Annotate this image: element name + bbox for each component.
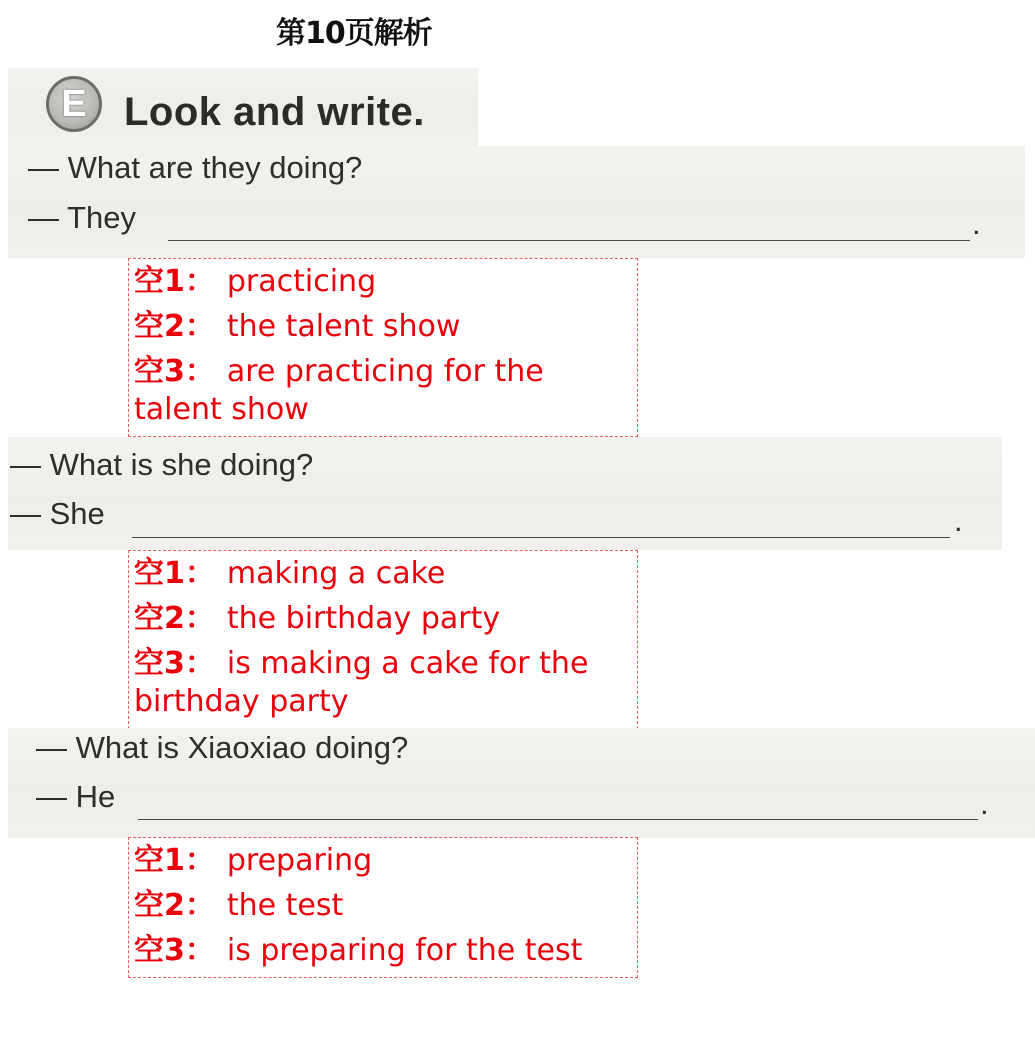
answer-label: 空1： [134,264,215,299]
answer-box-1 [128,258,638,437]
answer-label: 空3： [134,646,215,681]
answer-text: preparing [226,843,373,878]
answer-text: the talent show [226,309,461,344]
question-3-scan [8,728,1035,838]
answer-label: 空2： [134,309,215,344]
answer-1-blank-3 [134,353,633,429]
answer-text: practicing [226,264,377,299]
question-2-blank [132,537,950,538]
answer-2-blank-1 [134,555,633,593]
answer-label: 空3： [134,933,215,968]
answer-box-3 [128,837,638,978]
question-1-scan [8,146,1025,258]
answer-text: making a cake [226,556,446,591]
answer-2-blank-2 [134,600,633,638]
question-3-question: — What is Xiaoxiao doing? [36,730,409,765]
section-header [8,68,478,146]
answer-text: is making a cake for the birthday party [134,646,589,719]
answer-label: 空2： [134,601,215,636]
answer-label: 空1： [134,556,215,591]
question-1-prompt: — They [28,200,136,235]
answer-text: are practicing for the talent show [134,354,544,427]
answer-text: is preparing for the test [226,933,583,968]
question-3-period: . [980,786,989,821]
answer-1-blank-2 [134,308,633,346]
question-3-prompt: — He [36,779,116,814]
answer-2-blank-3 [134,645,633,721]
question-1-blank [168,240,970,241]
answer-box-2 [128,550,638,729]
question-3-blank [138,819,978,820]
answer-3-blank-2 [134,887,633,925]
answer-label: 空1： [134,843,215,878]
question-2-prompt: — She [10,496,105,531]
question-1-question: — What are they doing? [28,150,363,185]
section-heading: Look and write. [124,90,425,134]
answer-text: the test [226,888,344,923]
answer-label: 空3： [134,354,215,389]
question-2-question: — What is she doing? [10,447,314,482]
question-2-scan [8,437,1002,550]
answer-3-blank-3 [134,932,633,970]
section-badge [46,76,102,132]
answer-3-blank-1 [134,842,633,880]
question-1-period: . [972,206,981,241]
answer-label: 空2： [134,888,215,923]
page-title: 第10页解析 [276,16,432,51]
answer-text: the birthday party [226,601,501,636]
answer-1-blank-1 [134,263,633,301]
section-badge-letter: E [61,83,87,125]
question-2-period: . [954,503,963,538]
